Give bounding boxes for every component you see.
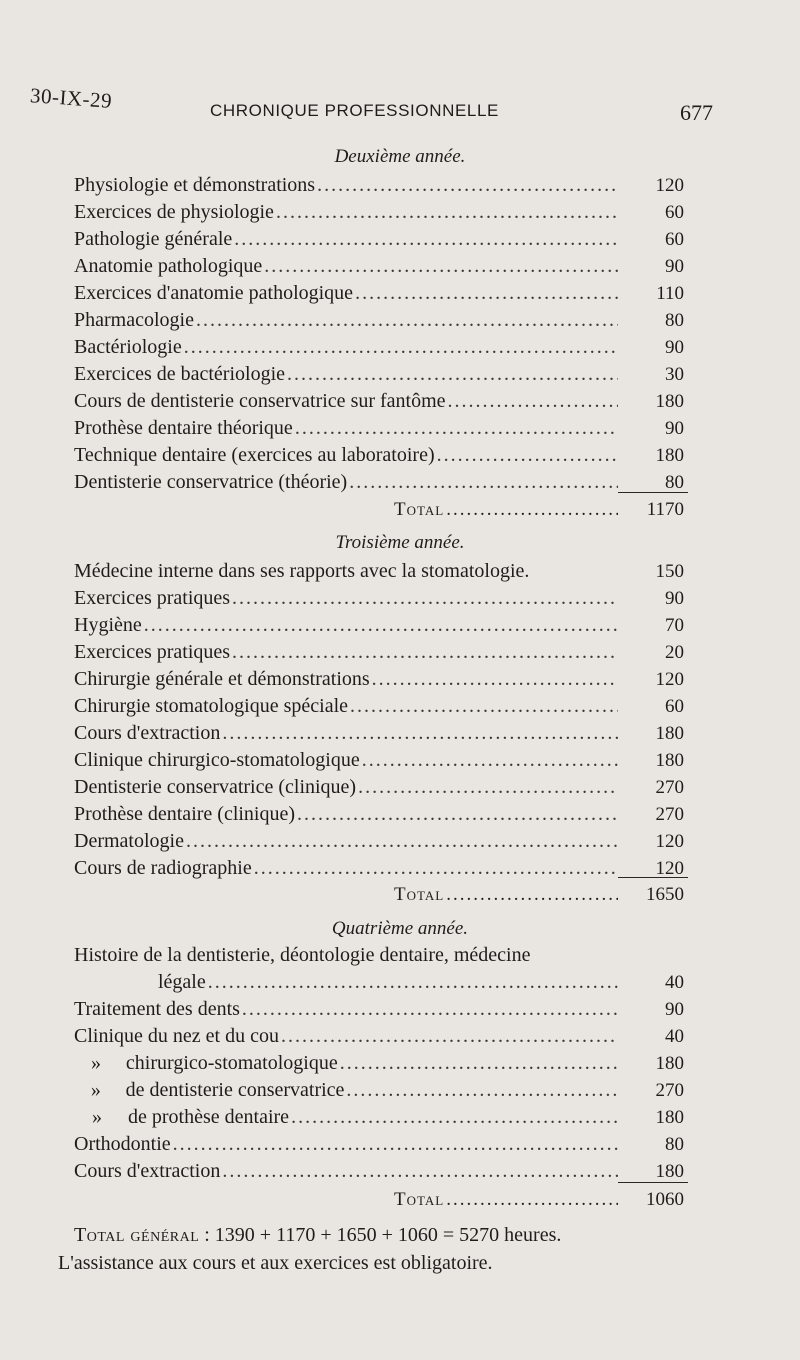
list-item: Prothèse dentaire (clinique) ..... 270 [74, 803, 684, 829]
section-total: Total ..... 1650 [300, 884, 684, 910]
list-item: Dentisterie conservatrice (théorie) ..... 80 [74, 471, 684, 497]
list-item: Pathologie générale ..... 60 [74, 228, 684, 254]
handwritten-date: 30-IX-29 [29, 83, 113, 113]
list-item: Exercices d'anatomie pathologique ..... 110 [74, 282, 684, 308]
sum-rule [618, 877, 688, 878]
list-item: Pharmacologie ..... 80 [74, 309, 684, 335]
list-item: Exercices pratiques ..... 90 [74, 587, 684, 613]
sum-rule [618, 1182, 688, 1183]
list-item: Exercices de bactériologie ..... 30 [74, 363, 684, 389]
list-item: » de dentisterie conservatrice ..... 270 [74, 1079, 684, 1105]
list-item: Prothèse dentaire théorique ..... 90 [74, 417, 684, 443]
page-number: 677 [680, 100, 713, 125]
list-item: Histoire de la dentisterie, déontologie dentaire, médecine [74, 944, 531, 966]
list-item: » chirurgico-stomatologique ..... 180 [74, 1052, 684, 1078]
list-item: légale ..... 40 [74, 971, 684, 997]
list-item: Cours d'extraction ..... 180 [74, 722, 684, 748]
list-item: Traitement des dents ..... 90 [74, 998, 684, 1024]
ditto-mark: » [92, 1106, 102, 1128]
list-item: Anatomie pathologique ..... 90 [74, 255, 684, 281]
list-item: Clinique du nez et du cou ..... 40 [74, 1025, 684, 1051]
list-item: Cours de radiographie ..... 120 [74, 857, 684, 883]
list-item: Cours de dentisterie conservatrice sur fantôme ..... 180 [74, 390, 684, 416]
list-item: Physiologie et démonstrations ..... 120 [74, 174, 684, 200]
list-item: Dermatologie ..... 120 [74, 830, 684, 856]
list-item: Hygiène ..... 70 [74, 614, 684, 640]
sum-rule [618, 492, 688, 493]
list-item: Clinique chirurgico-stomatologique ..... 180 [74, 749, 684, 775]
grand-total: Total général : 1390 + 1170 + 1650 + 1060 = 5270 heures. [74, 1224, 562, 1246]
section-title-quatrieme: Quatrième année. [331, 918, 469, 939]
ditto-mark: » [90, 1079, 101, 1101]
section-title-deuxieme: Deuxième année. [334, 146, 466, 167]
section-title-troisieme: Troisième année. [335, 532, 465, 553]
attendance-note: L'assistance aux cours et aux exercices est obligatoire. [58, 1252, 493, 1274]
list-item: Dentisterie conservatrice (clinique) ..... 270 [74, 776, 684, 802]
list-item: Médecine interne dans ses rapports avec la stomatologie. 150 [74, 560, 684, 582]
list-item: Orthodontie ..... 80 [74, 1133, 684, 1159]
ditto-mark: » [90, 1052, 101, 1074]
list-item: Exercices pratiques ..... 20 [74, 641, 684, 667]
list-item: Chirurgie stomatologique spéciale ..... 60 [74, 695, 684, 721]
list-item: Technique dentaire (exercices au laboratoire) ..... 180 [74, 444, 684, 470]
running-title: CHRONIQUE PROFESSIONNELLE [210, 101, 499, 120]
list-item: Cours d'extraction ..... 180 [74, 1160, 684, 1186]
list-item: » de prothèse dentaire ..... 180 [74, 1106, 684, 1132]
list-item: Chirurgie générale et démonstrations ..... 120 [74, 668, 684, 694]
list-item: Bactériologie ..... 90 [74, 336, 684, 362]
section-total: Total ..... 1170 [300, 499, 684, 525]
list-item: Exercices de physiologie ..... 60 [74, 201, 684, 227]
section-total: Total ..... 1060 [300, 1189, 684, 1215]
